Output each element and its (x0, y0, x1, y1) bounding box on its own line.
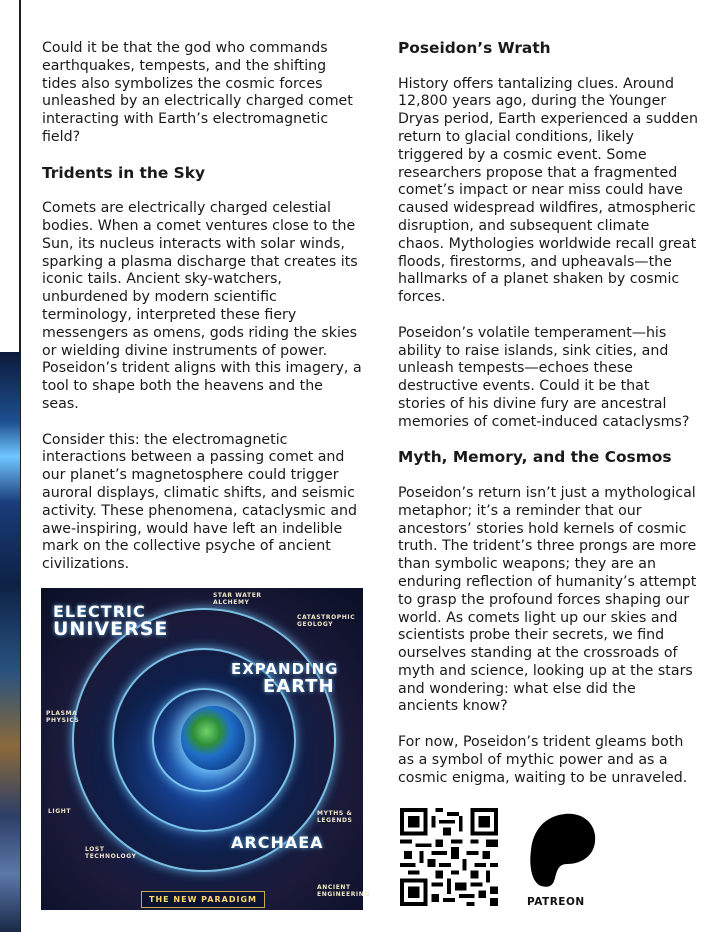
heading-myth-memory-cosmos: Myth, Memory, and the Cosmos (398, 448, 672, 467)
right-paragraph-temperament: Poseidon’s volatile temperament—his ability to raise islands, sink cities, and unleash tempests—echoes these destructive events. Could it be that stories of his divine fury are ancestral memories of comet-induced cataclysms? (398, 324, 690, 430)
right-paragraph-history: History offers tantalizing clues. Around 12,800 years ago, during the Younger Dryas period, Earth experienced a sudden return to glacial conditions, likely triggered by a cosmic event. Some researchers propose that a fragmented comet’s impact or near miss could have caused widespread wildfires, atmospheric disruption, and subsequent climate chaos. Mythologies worldwide recall great floods, firestorms, and upheavals—the hallmarks of a planet shaken by cosmic forces. (398, 75, 698, 306)
label-light: LIGHT (48, 808, 72, 815)
cover-title-earth: EARTH (263, 676, 335, 697)
label-star-water-alchemy: STAR WATER ALCHEMY (213, 592, 262, 606)
label-myths-legends: MYTHS & LEGENDS (317, 810, 353, 824)
left-paragraph-intro: Could it be that the god who commands earthquakes, tempests, and the shifting tides also symbolizes the cosmic forces unleashed by an electrically charged comet interacting with Earth’s electromagnetic field? (42, 40, 353, 145)
cover-title-expanding: EXPANDING (231, 660, 339, 678)
heading-tridents-in-the-sky: Tridents in the Sky (42, 163, 206, 182)
adjacent-page-image-strip (0, 352, 20, 932)
left-paragraph-comets: Comets are electrically charged celestial bodies. When a comet ventures close to the Sun, its nucleus interacts with solar winds, sparking a plasma discharge that creates its iconic tails. Ancient sky-watchers, unburdened by modern scientific terminology, interpreted these fiery messengers as omens, gods riding the skies or wielding divine instruments of power. Poseidon’s trident aligns with this imagery, a tool to shape both the heavens and the seas. (42, 200, 362, 412)
patreon-logo-icon[interactable] (527, 812, 599, 888)
cover-banner-new-paradigm: THE NEW PARADIGM (141, 891, 265, 908)
cover-title-universe: UNIVERSE (53, 618, 169, 640)
left-column (42, 40, 364, 592)
label-plasma-physics: PLASMA PHYSICS (46, 710, 80, 724)
electric-universe-cover-image (41, 588, 370, 910)
cover-title-archaea: ARCHAEA (231, 833, 324, 852)
left-paragraph-consider: Consider this: the electromagnetic interactions between a passing comet and our planet’s magnetosphere could trigger auroral displays, climatic shifts, and seismic activity. These phenomena, cataclysmic and awe-inspiring, would have left an indelible mark on the collective psyche of ancient civilizations. (42, 431, 358, 573)
cover-title-electric: ELECTRIC (53, 602, 146, 621)
heading-poseidons-wrath: Poseidon’s Wrath (398, 39, 551, 57)
qr-code[interactable] (400, 808, 498, 906)
right-paragraph-for-now: For now, Poseidon’s trident gleams both as a symbol of mythic power and as a cosmic enigma, waiting to be unraveled. (398, 734, 688, 786)
label-ancient-engineering: ANCIENT ENGINEERING (317, 884, 370, 898)
right-column (398, 40, 698, 805)
earth-planet-icon (181, 706, 245, 770)
right-paragraph-return: Poseidon’s return isn’t just a mythological metaphor; it’s a reminder that our ancestors’ stories hold kernels of cosmic truth. The trident’s three prongs are more than symbolic weapons; they are an enduring reflection of humanity’s attempt to grasp the profound forces shaping our world. As comets light up our skies and scientists probe their secrets, we find ourselves standing at the crossroads of myth and science, looking up at the stars and wondering: what else did the ancients know? (398, 484, 697, 715)
patreon-label[interactable]: PATREON (527, 896, 585, 908)
label-catastrophic-geology: CATASTROPHIC GEOLOGY (297, 614, 356, 628)
label-lost-technology: LOST TECHNOLOGY (85, 846, 137, 860)
